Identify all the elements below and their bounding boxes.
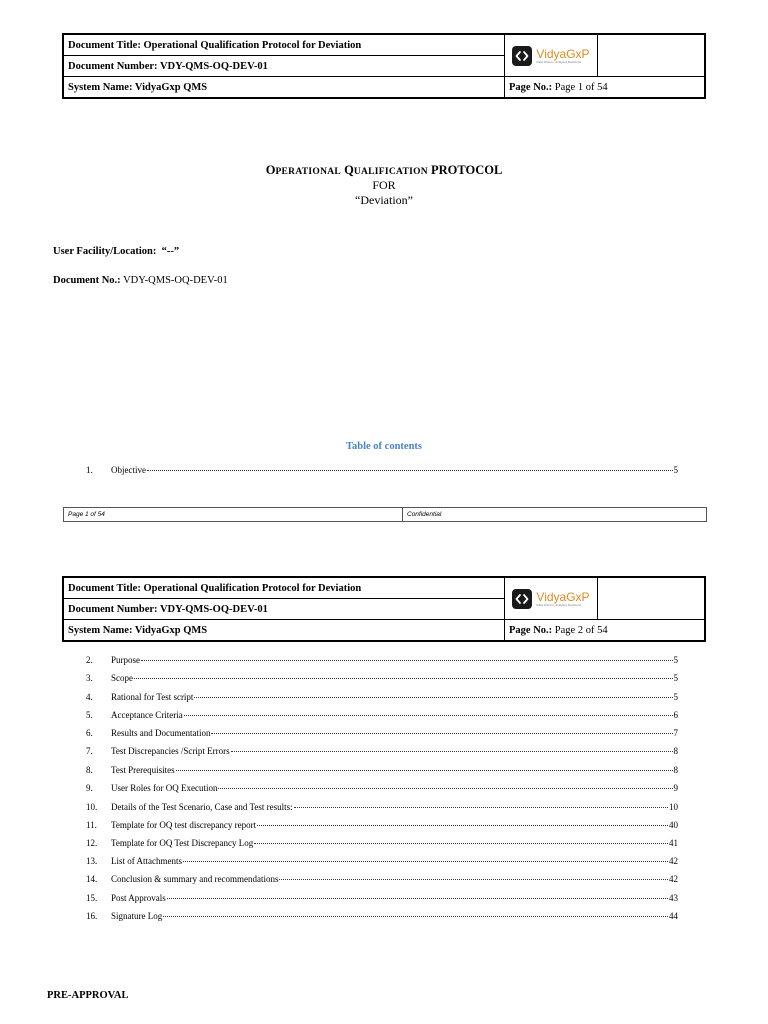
blank-cell <box>598 34 706 77</box>
doc-title-cell: Document Title: Operational Qualification Protocol for Deviation <box>63 34 505 56</box>
logo-tagline: Data Informs, Analytics Decisions <box>536 602 581 607</box>
page-number-cell: Page No.: Page 1 of 54 <box>505 77 706 99</box>
logo-cell <box>505 34 598 77</box>
system-name-cell: System Name: VidyaGxp QMS <box>63 77 505 99</box>
logo-name: VidyaGxP <box>536 589 590 604</box>
toc-item[interactable]: 9. User Roles for OQ Execution 9 <box>86 783 678 793</box>
doc-number-cell: Document Number: VDY-QMS-OQ-DEV-01 <box>63 56 505 77</box>
footer-confidential: Confidential <box>407 511 442 518</box>
page-number-cell: Page No.: Page 2 of 54 <box>505 620 706 642</box>
toc-item[interactable]: 2. Purpose 5 <box>86 655 678 665</box>
toc-item[interactable]: 6. Results and Documentation 7 <box>86 728 678 738</box>
protocol-title: OPERATIONAL QUALIFICATION PROTOCOL <box>265 163 503 177</box>
page-footer <box>63 507 707 522</box>
toc-item[interactable]: 1. Objective 5 <box>86 465 678 475</box>
doc-number-cell: Document Number: VDY-QMS-OQ-DEV-01 <box>63 599 505 620</box>
logo-cell <box>505 577 598 620</box>
code-brackets-icon <box>512 589 532 609</box>
blank-cell <box>598 577 706 620</box>
toc-item[interactable]: 8. Test Prerequisites 8 <box>86 765 678 775</box>
document-header-page-2 <box>62 576 706 642</box>
document-header-page-1 <box>62 33 706 99</box>
toc-heading: Table of contents <box>345 441 423 452</box>
protocol-subject: “Deviation” <box>355 193 413 207</box>
toc-item[interactable]: 14. Conclusion & summary and recommendations 42 <box>86 874 678 884</box>
code-brackets-icon <box>512 46 532 66</box>
toc-item[interactable]: 10. Details of the Test Scenario, Case and Test results: 10 <box>86 802 678 812</box>
logo-tagline: Data Informs, Analytics Decisions <box>536 59 581 64</box>
doc-title-cell: Document Title: Operational Qualification Protocol for Deviation <box>63 577 505 599</box>
toc-item[interactable]: 15. Post Approvals 43 <box>86 893 678 903</box>
logo-name: VidyaGxP <box>536 46 590 61</box>
toc-item[interactable]: 16. Signature Log 44 <box>86 911 678 921</box>
user-facility-field: User Facility/Location: “--” <box>53 246 180 257</box>
toc-item[interactable]: 4. Rational for Test script 5 <box>86 692 678 702</box>
toc-item[interactable]: 5. Acceptance Criteria 6 <box>86 710 678 720</box>
footer-page-text: Page 1 of 54 <box>64 508 403 521</box>
toc-item[interactable]: 12. Template for OQ Test Discrepancy Log 41 <box>86 838 678 848</box>
toc-item[interactable]: 13. List of Attachments 42 <box>86 856 678 866</box>
document-no-field: Document No.: VDY-QMS-OQ-DEV-01 <box>53 275 228 286</box>
protocol-for: FOR <box>372 178 396 192</box>
vidyagxp-logo <box>512 46 589 66</box>
toc-item[interactable]: 11. Template for OQ test discrepancy report 40 <box>86 820 678 830</box>
vidyagxp-logo <box>512 589 589 609</box>
toc-item[interactable]: 7. Test Discrepancies /Script Errors 8 <box>86 746 678 756</box>
pre-approval-heading: PRE-APPROVAL <box>47 990 129 1001</box>
toc-item[interactable]: 3. Scope 5 <box>86 673 678 683</box>
system-name-cell: System Name: VidyaGxp QMS <box>63 620 505 642</box>
